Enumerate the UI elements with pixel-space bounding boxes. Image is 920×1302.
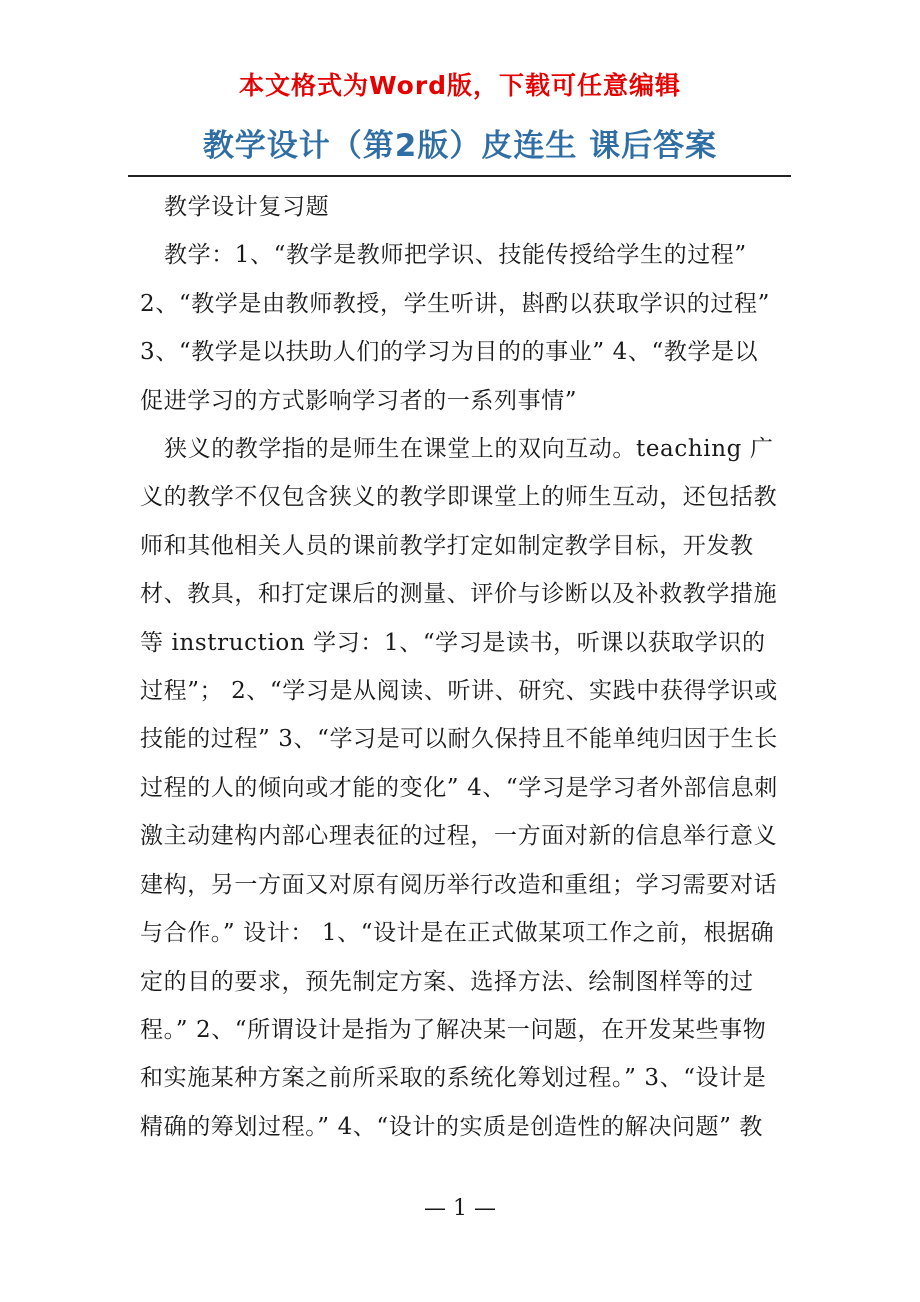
- section-heading: 教学设计复习题: [164, 194, 330, 220]
- title-divider: [128, 175, 791, 177]
- page-number: — 1 —: [424, 1196, 496, 1221]
- format-banner: 本文格式为Word版，下载可任意编辑: [238, 71, 682, 100]
- paragraph-definitions: 教学：1、“教学是教师把学识、技能传授给学生的过程” 2、“教学是由教师教授，学生听讲，斟酌以获取学识的过程” 3、“教学是以扶助人们的学习为目的的事业” 4、“教学是以促进学习的方式影响学习者的一系列事情”: [140, 242, 770, 414]
- document-title: 教学设计（第2版）皮连生 课后答案: [202, 128, 718, 164]
- document-body: [140, 183, 780, 1151]
- paragraph-narrow-broad: 狭义的教学指的是师生在课堂上的双向互动。teaching 广义的教学不仅包含狭义的教学即课堂上的师生互动，还包括教师和其他相关人员的课前教学打定如制定教学目标，开发教材、教具，和打定课后的测量、评价与诊断以及补救教学措施等 instruction 学习：1、“学习是读书，听课以获取学识的过程”； 2、“学习是从阅读、听讲、研究、实践中获得学识或技能的过程” 3、“学习是可以耐久保持且不能单纯归因于生长过程的人的倾向或才能的变化” 4、“学习是学习者外部信息刺激主动建构内部心理表征的过程，一方面对新的信息举行意义建构，另一方面又对原有阅历举行改造和重组；学习需要对话与合作。” 设计： 1、“设计是在正式做某项工作之前，根据确定的目的要求，预先制定方案、选择方法、绘制图样等的过程。” 2、“所谓设计是指为了解决某一问题，在开发某些事物和实施某种方案之前所采取的系统化筹划过程。” 3、“设计是精确的筹划过程。” 4、“设计的实质是创造性的解决问题” 教: [140, 436, 778, 1140]
